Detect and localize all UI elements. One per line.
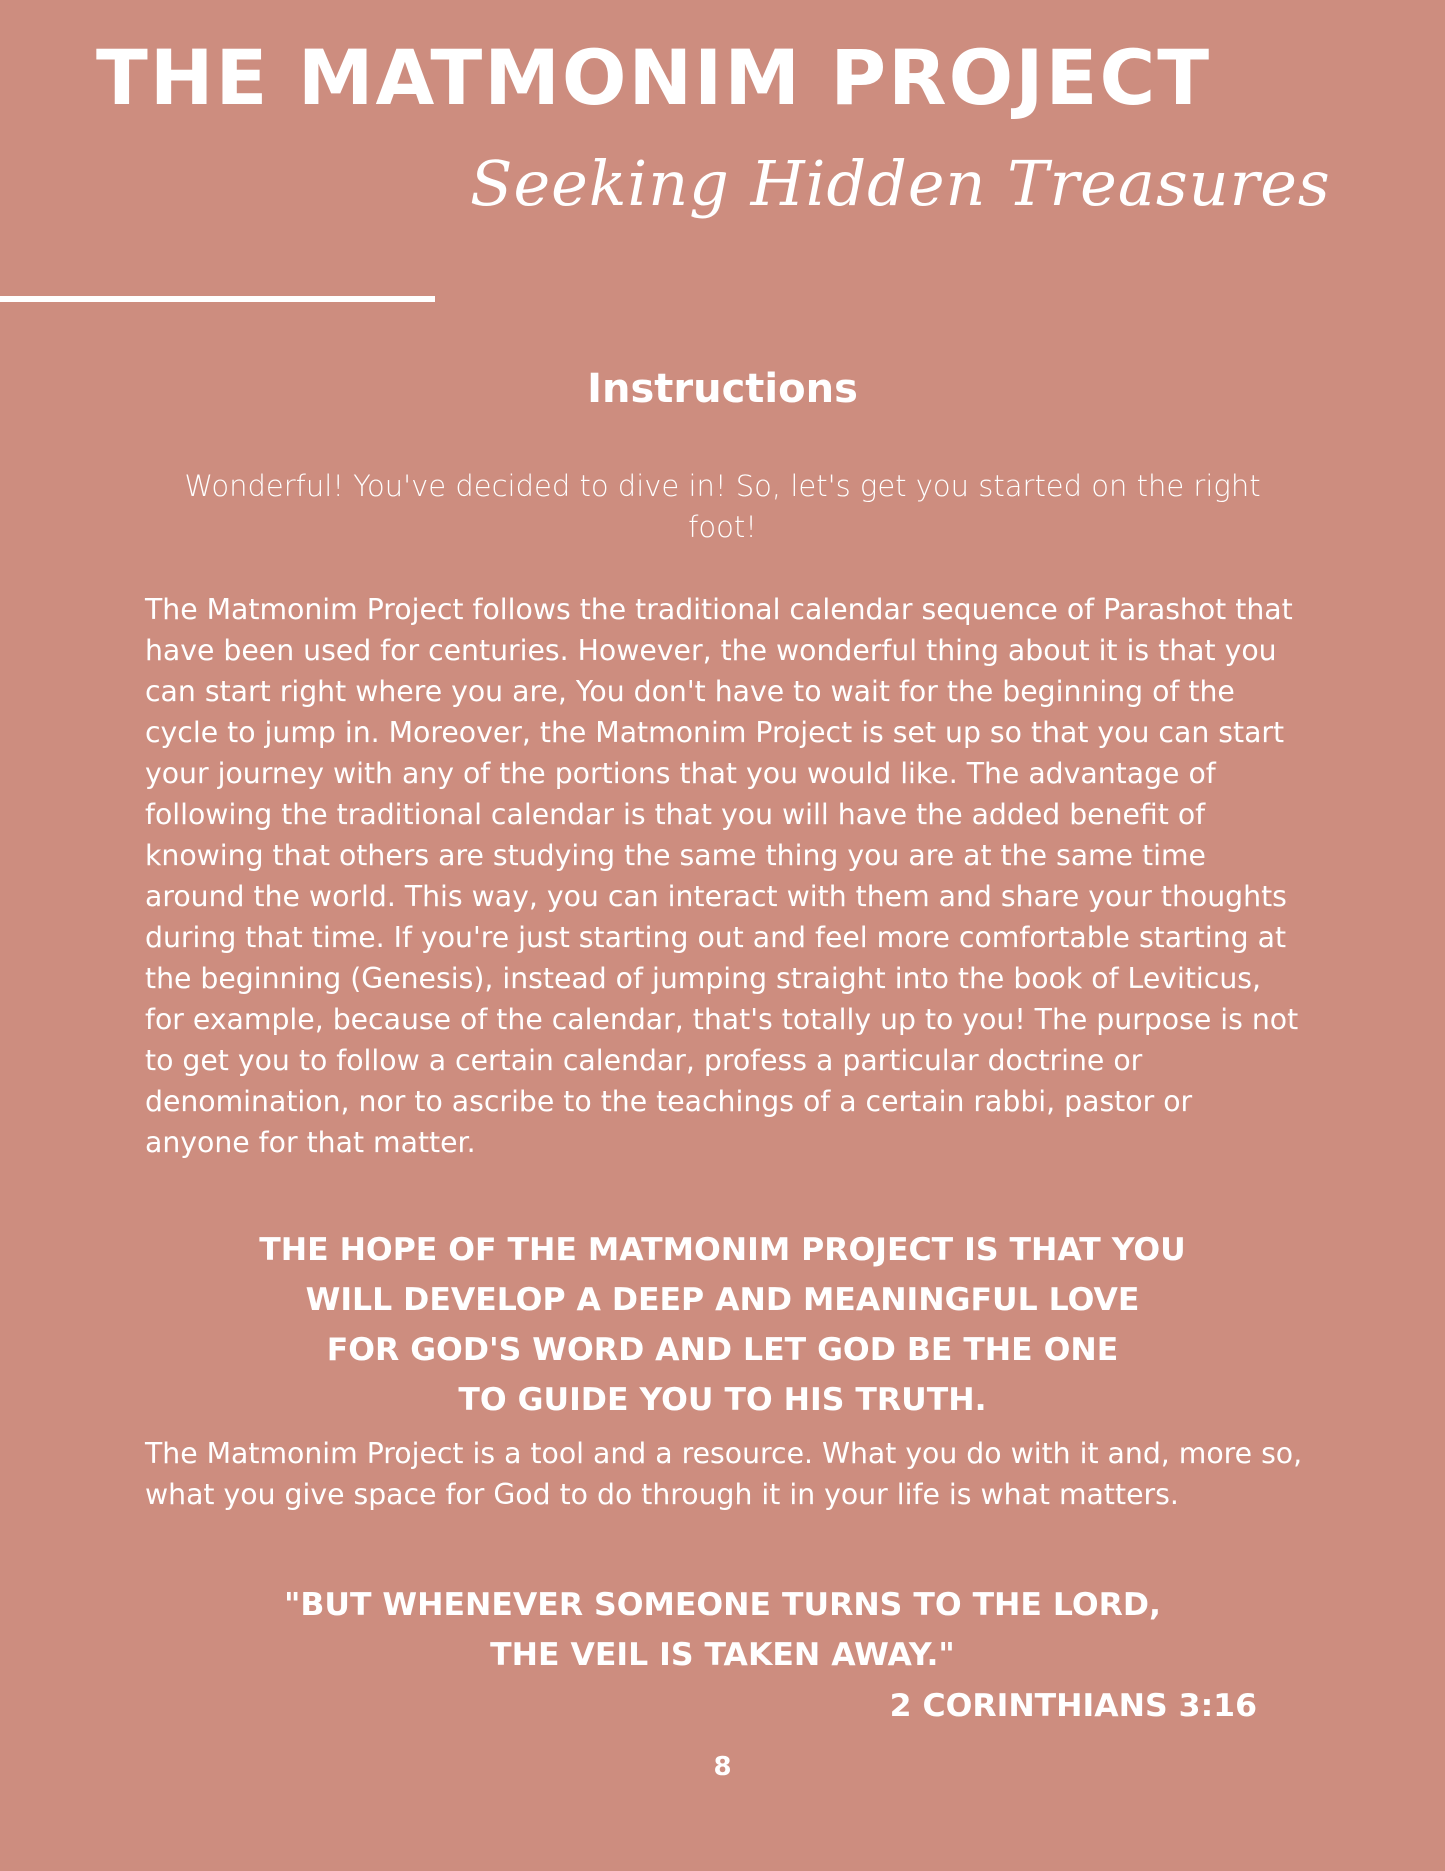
verse-reference: 2 CORINTHIANS 3:16 [889, 1688, 1257, 1724]
section-heading: Instructions [587, 366, 858, 412]
hope-line: FOR GOD'S WORD AND LET GOD BE THE ONE [326, 1332, 1119, 1368]
body-paragraph-1: The Matmonim Project follows the traditional calendar sequence of Parashot that have been used for centuries. However, the wonderful thing about it is that you can start right where you are, You don't have to wait for the beginning of the cycle to jump in. Moreover, the Matmonim Project is set up so that you can start your journey with any of the portions that you would like. The advantage of following the traditional calendar is that you will have the added benefit of knowing that others are studying the same thing you are at the same time around the world. This way, you can interact with them and share your thoughts during that time. If you're just starting out and feel more comfortable starting at the beginning (Genesis), instead of jumping straight into the book of Leviticus, for example, because of the calendar, that's totally up to you! The purpose is not to get you to follow a certain calendar, profess a particular doctrine or denomination, nor to ascribe to the teachings of a certain rabbi, pastor or anyone for that matter. [145, 593, 1299, 1159]
hope-line: TO GUIDE YOU TO HIS TRUTH. [458, 1382, 987, 1418]
hope-line: WILL DEVELOP A DEEP AND MEANINGFUL LOVE [305, 1282, 1140, 1318]
body-paragraph-2: The Matmonim Project is a tool and a resource. What you do with it and, more so, what you give space for God to do through it in your life is what matters. [145, 1437, 1303, 1511]
verse-line: THE VEIL IS TAKEN AWAY." [490, 1637, 955, 1673]
verse-line: "BUT WHENEVER SOMEONE TURNS TO THE LORD, [283, 1587, 1162, 1623]
intro-text: Wonderful! You've decided to dive in! So, let's get you started on the right foot! [184, 469, 1261, 544]
divider-line [0, 296, 435, 302]
hope-line: THE HOPE OF THE MATMONIM PROJECT IS THAT YOU [259, 1232, 1186, 1268]
verse-quote [0, 1580, 1445, 1680]
page-subtitle: Seeking Hidden Treasures [470, 147, 1331, 220]
page-number: 8 [713, 1752, 732, 1782]
page-title: THE MATMONIM PROJECT [96, 33, 1212, 122]
hope-statement [0, 1225, 1445, 1425]
